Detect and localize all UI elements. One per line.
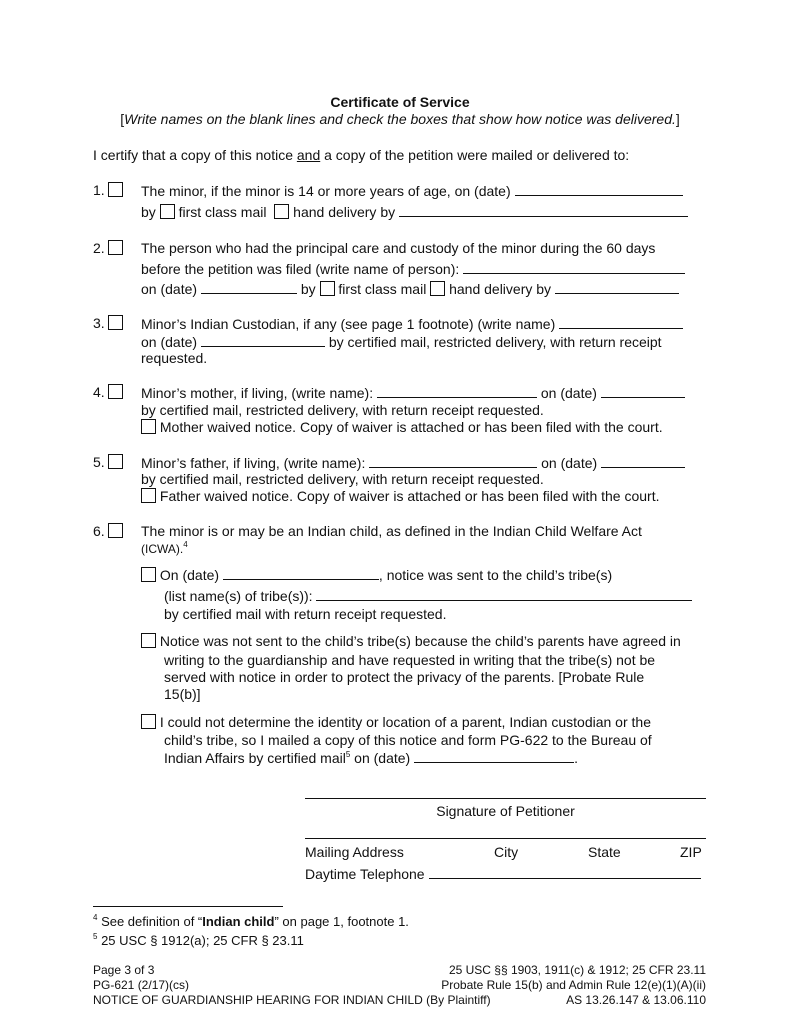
rule-reference: Probate Rule 15(b) and Admin Rule 12(e)(1)(A)(ii) — [441, 978, 706, 992]
date-field[interactable] — [601, 384, 685, 398]
text: The minor, if the minor is 14 or more years of age, on (date) — [141, 183, 511, 199]
item-5-line-1 — [141, 454, 685, 472]
tribe-notified-checkbox[interactable] — [141, 567, 156, 582]
text: On (date) — [159, 567, 220, 583]
bracket: [ — [120, 111, 125, 127]
text: See definition of “ — [97, 914, 203, 929]
telephone-label: Daytime Telephone — [305, 866, 425, 882]
date-field[interactable] — [201, 280, 297, 294]
item-1-checkbox[interactable] — [108, 182, 123, 197]
zip-label: ZIP — [680, 844, 702, 860]
text: by certified mail, restricted delivery, with return receipt — [328, 334, 662, 350]
text: (list name(s) of tribe(s)): — [164, 588, 313, 604]
statute-reference: 25 USC §§ 1903, 1911(c) & 1912; 25 CFR 23.11 — [448, 963, 706, 977]
page-number: Page 3 of 3 — [93, 963, 155, 977]
text: Father waived notice. Copy of waiver is attached or has been filed with the court. — [159, 488, 660, 504]
item-1-number — [93, 182, 123, 199]
number: 4. — [93, 384, 105, 400]
mother-name-field[interactable] — [377, 384, 537, 398]
text: I could not determine the identity or location of a parent, Indian custodian or the — [159, 714, 651, 730]
item-3-number — [93, 315, 123, 332]
text: Minor’s Indian Custodian, if any (see page 1 footnote) (write name) — [141, 316, 556, 332]
footnote-divider — [93, 906, 283, 907]
text: Mother waived notice. Copy of waiver is attached or has been filed with the court. — [159, 419, 663, 435]
signature-line[interactable] — [305, 798, 706, 799]
footnote-number: 4 — [93, 913, 98, 922]
address-line[interactable] — [305, 838, 706, 839]
number: 2. — [93, 240, 105, 256]
item-3-line-2 — [141, 333, 662, 351]
text: on (date) — [540, 385, 597, 401]
item-4-checkbox[interactable] — [108, 384, 123, 399]
text: by — [141, 204, 156, 220]
tribe-names-field[interactable] — [316, 587, 692, 601]
item-5-checkbox[interactable] — [108, 454, 123, 469]
text: on (date) — [541, 455, 598, 471]
item-4-line-1 — [141, 384, 685, 402]
text: before the petition was filed (write name of person): — [141, 261, 460, 277]
date-field[interactable] — [223, 566, 379, 580]
number: 3. — [93, 315, 105, 331]
signature-label: Signature of Petitioner — [436, 803, 575, 819]
item-6a-line-2 — [164, 587, 692, 605]
item-6b-line-4: 15(b)] — [164, 686, 201, 702]
form-title: NOTICE OF GUARDIANSHIP HEARING FOR INDIAN CHILD (By Plaintiff) — [93, 993, 491, 1007]
text: , notice was sent to the child’s tribe(s) — [378, 567, 613, 583]
certify-text: a copy of the petition were mailed or delivered to: — [320, 147, 630, 163]
notice-not-sent-checkbox[interactable] — [141, 633, 156, 648]
item-6c-line-2: child’s tribe, so I mailed a copy of this notice and form PG-622 to the Bureau of — [164, 732, 652, 748]
item-2-line-3 — [141, 280, 679, 298]
hand-delivery-field[interactable] — [555, 280, 679, 294]
instructions-text: Write names on the blank lines and check the boxes that show how notice was delivered. — [124, 111, 676, 127]
item-3-line-1 — [141, 315, 683, 333]
city-label: City — [494, 844, 519, 860]
mother-waived-option — [141, 419, 663, 436]
item-4-line-2: by certified mail, restricted delivery, with return receipt requested. — [141, 402, 544, 418]
text: on (date) — [141, 334, 198, 350]
item-2-line-1: The person who had the principal care and custody of the minor during the 60 days — [141, 240, 656, 256]
item-1-line-1 — [141, 182, 683, 200]
text: Notice was not sent to the child’s tribe(s) because the child’s parents have agreed in — [159, 633, 681, 649]
text: Minor’s father, if living, (write name): — [141, 455, 366, 471]
text: on (date) — [141, 281, 198, 297]
date-field[interactable] — [601, 454, 685, 468]
footnote-4 — [93, 913, 409, 930]
item-6b-line-1 — [141, 633, 681, 650]
state-label: State — [588, 844, 621, 860]
footnote-ref: 5 — [345, 750, 351, 759]
item-6c-line-1 — [141, 714, 651, 731]
item-6-line-2 — [141, 541, 188, 558]
text: (ICWA). — [141, 542, 184, 556]
date-field[interactable] — [414, 749, 574, 763]
telephone-field[interactable] — [429, 865, 701, 879]
number: 5. — [93, 454, 105, 470]
hand-delivery-checkbox[interactable] — [274, 204, 289, 219]
instructions — [0, 111, 800, 128]
form-number: PG-621 (2/17)(cs) — [93, 978, 190, 992]
item-6-line-1: The minor is or may be an Indian child, as defined in the Indian Child Welfare Act — [141, 523, 642, 539]
mother-waived-checkbox[interactable] — [141, 419, 156, 434]
first-class-mail-checkbox[interactable] — [320, 281, 335, 296]
text: 25 USC § 1912(a); 25 CFR § 23.11 — [97, 933, 304, 948]
mailing-address-label: Mailing Address — [305, 844, 404, 860]
text: ” on page 1, footnote 1. — [274, 914, 409, 929]
item-5-line-2: by certified mail, restricted delivery, with return receipt requested. — [141, 471, 544, 487]
as-reference: AS 13.26.147 & 13.06.110 — [566, 993, 706, 1007]
footnote-number: 5 — [93, 932, 98, 941]
item-6a-line-1 — [141, 566, 612, 584]
footnote-ref: 4 — [183, 540, 188, 549]
text: Minor’s mother, if living, (write name): — [141, 385, 374, 401]
item-6b-line-3: served with notice in order to protect the privacy of the parents. [Probate Rule — [164, 669, 645, 685]
item-6c-line-3 — [164, 749, 578, 767]
father-waived-option — [141, 488, 660, 505]
text: first class mail — [178, 204, 267, 220]
date-field[interactable] — [515, 182, 683, 196]
hand-delivery-checkbox[interactable] — [430, 281, 445, 296]
item-3-checkbox[interactable] — [108, 315, 123, 330]
certify-and: and — [296, 147, 321, 163]
person-name-field[interactable] — [463, 260, 685, 274]
number: 1. — [93, 182, 105, 198]
text: . — [574, 750, 579, 766]
father-name-field[interactable] — [369, 454, 537, 468]
item-4-number — [93, 384, 123, 401]
telephone-row — [305, 865, 701, 883]
item-6-checkbox[interactable] — [108, 523, 123, 538]
text: on (date) — [350, 750, 411, 766]
father-waived-checkbox[interactable] — [141, 488, 156, 503]
text: by — [300, 281, 316, 297]
bia-notified-checkbox[interactable] — [141, 714, 156, 729]
item-6-number — [93, 523, 123, 540]
item-5-number — [93, 454, 123, 471]
item-3-line-3: requested. — [141, 350, 208, 366]
item-2-checkbox[interactable] — [108, 240, 123, 255]
certify-text: I certify that a copy of this notice — [93, 147, 297, 163]
item-2-number — [93, 240, 123, 257]
text: Indian child — [202, 914, 275, 929]
page-title: Certificate of Service — [330, 94, 470, 110]
item-6a-line-3: by certified mail with return receipt requested. — [164, 606, 447, 622]
text: hand delivery by — [293, 204, 396, 220]
item-1-line-2 — [141, 203, 688, 221]
text: hand delivery by — [449, 281, 552, 297]
number: 6. — [93, 523, 105, 539]
text: first class mail — [338, 281, 427, 297]
bracket: ] — [675, 111, 680, 127]
date-field[interactable] — [201, 333, 325, 347]
item-6b-line-2: writing to the guardianship and have requested in writing that the tribe(s) not be — [164, 652, 656, 668]
footnote-5 — [93, 932, 304, 949]
custodian-name-field[interactable] — [559, 315, 683, 329]
first-class-mail-checkbox[interactable] — [160, 204, 175, 219]
item-2-line-2 — [141, 260, 685, 278]
text: Indian Affairs by certified mail — [164, 750, 346, 766]
hand-delivery-field[interactable] — [399, 203, 688, 217]
certify-statement — [93, 147, 629, 164]
